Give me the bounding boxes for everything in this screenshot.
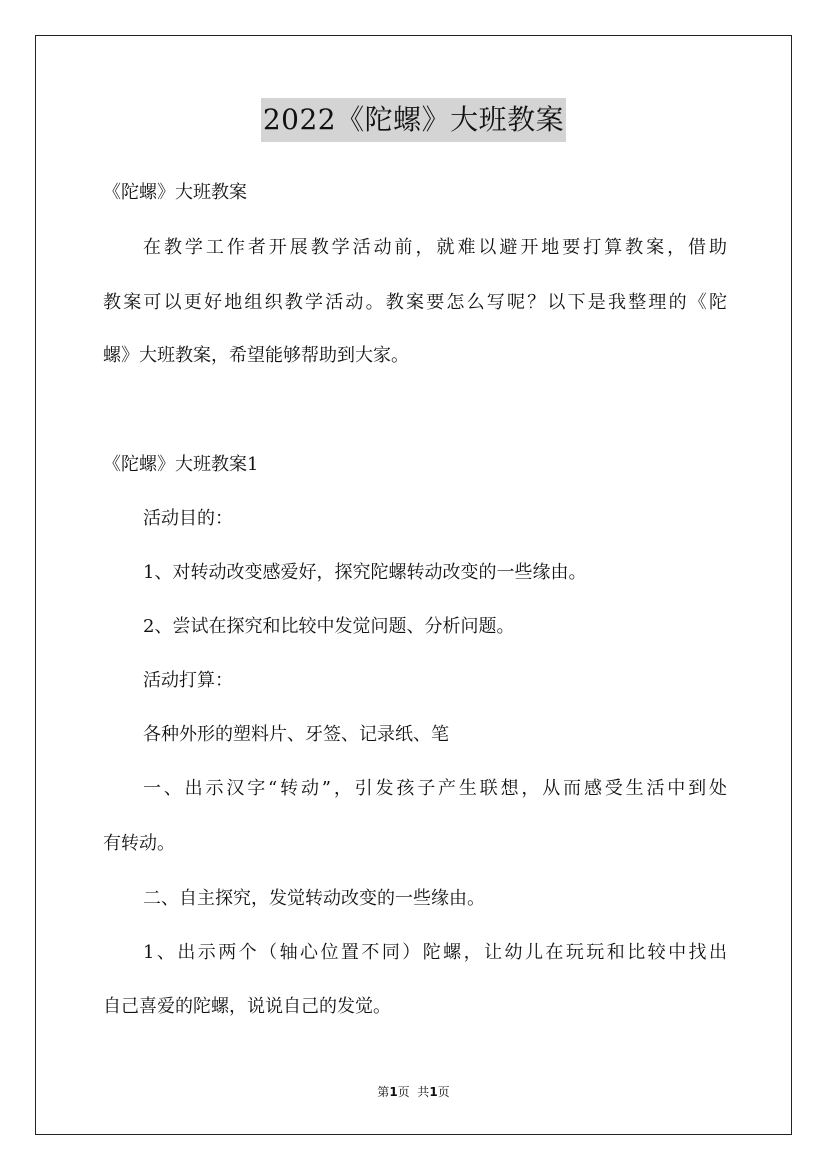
section-heading: 《陀螺》大班教案1 <box>103 454 259 475</box>
footer-page-number: 1 <box>389 1085 398 1099</box>
intro-line-3: 螺》大班教案，希望能够帮助到大家。 <box>103 345 409 366</box>
step2-1-line-1: 1、出示两个（轴心位置不同）陀螺，让幼儿在玩玩和比较中找出 <box>143 942 727 963</box>
step2: 二、自主探究，发觉转动改变的一些缘由。 <box>143 888 485 909</box>
step1-line-2: 有转动。 <box>103 833 175 854</box>
footer-page-prefix: 第 <box>377 1085 390 1099</box>
prep-label: 活动打算： <box>143 670 233 691</box>
footer-page-mid: 页 共 <box>397 1085 430 1099</box>
intro-line-1: 在教学工作者开展教学活动前，就难以避开地要打算教案，借助 <box>143 237 727 258</box>
step1-line-1: 一、出示汉字“转动”，引发孩子产生联想，从而感受生活中到处 <box>143 778 727 799</box>
intro-line-2: 教案可以更好地组织教学活动。教案要怎么写呢？以下是我整理的《陀 <box>103 292 727 313</box>
subtitle: 《陀螺》大班教案 <box>103 182 247 203</box>
goal-label: 活动目的： <box>143 508 233 529</box>
goal-item-1: 1、对转动改变感爱好，探究陀螺转动改变的一些缘由。 <box>143 562 587 583</box>
title-container <box>0 98 827 142</box>
page-footer <box>0 1083 827 1101</box>
goal-item-2: 2、尝试在探究和比较中发觉问题、分析问题。 <box>143 616 515 637</box>
document-title: 2022《陀螺》大班教案 <box>261 98 566 142</box>
footer-page-suffix: 页 <box>437 1085 450 1099</box>
prep-items: 各种外形的塑料片、牙签、记录纸、笔 <box>143 724 449 745</box>
step2-1-line-2: 自己喜爱的陀螺，说说自己的发觉。 <box>103 996 391 1017</box>
footer-page-total: 1 <box>429 1085 438 1099</box>
